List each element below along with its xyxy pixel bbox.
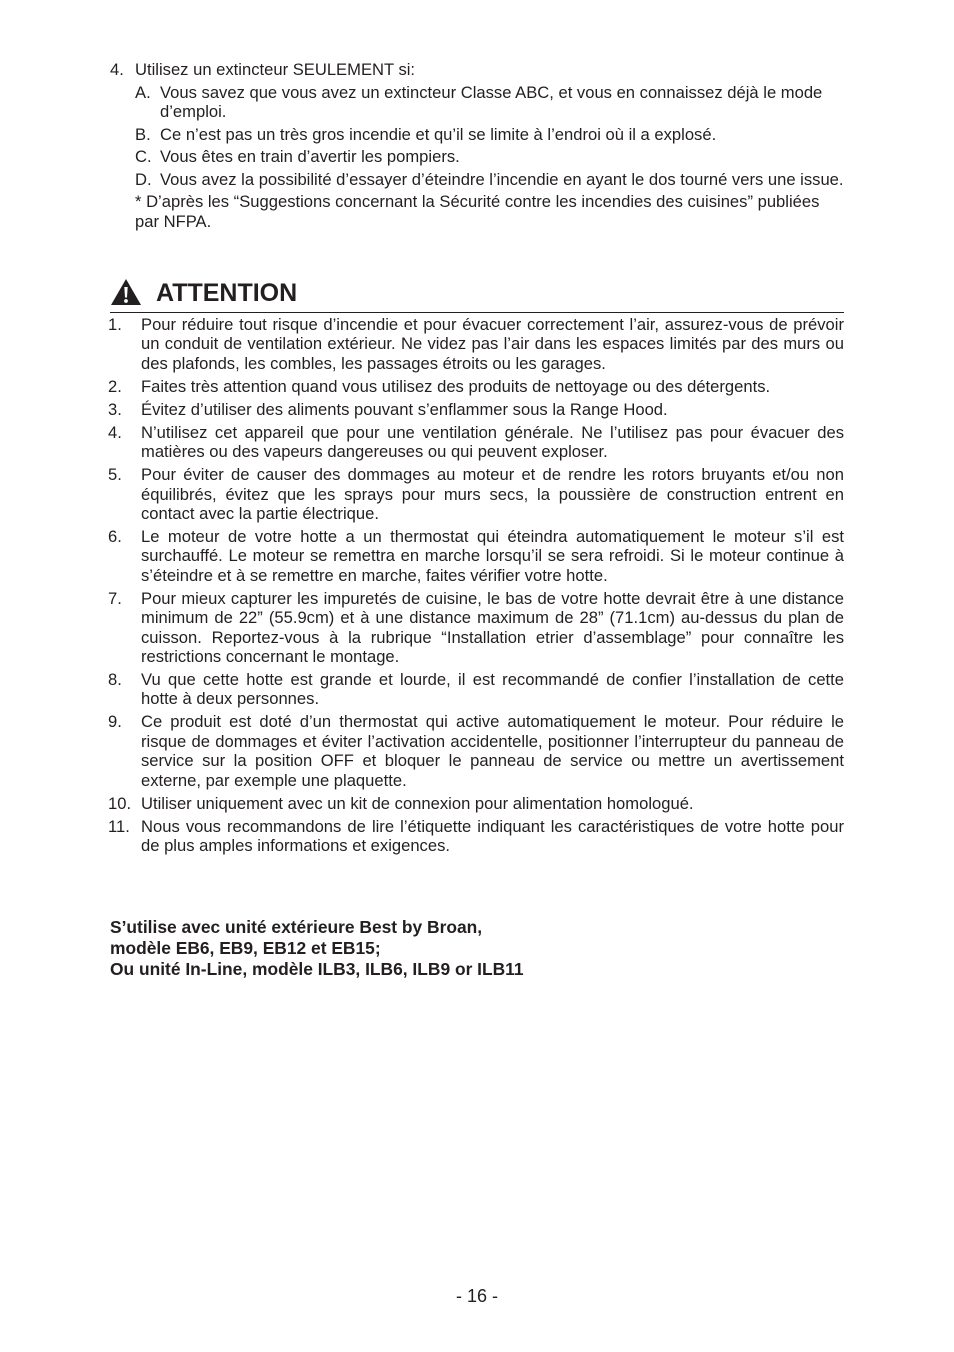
compatibility-note (110, 917, 524, 980)
list-item (135, 125, 845, 145)
warning-triangle-icon (110, 278, 142, 306)
list-item (108, 400, 844, 419)
list-item (108, 377, 844, 396)
sub-letter: D. (135, 169, 152, 189)
list-item (108, 589, 844, 667)
list-item (108, 670, 844, 709)
item-number: 2. (108, 376, 122, 396)
list-item (108, 423, 844, 462)
item-number: 6. (108, 527, 122, 547)
item-number: 10. (108, 793, 132, 813)
sub-text: Vous savez que vous avez un extincteur Classe ABC, et vous en connaissez déjà le mode d’emploi. (160, 82, 823, 121)
list-item (108, 465, 844, 523)
sub-letter: A. (135, 82, 151, 102)
item-text: Pour mieux capturer les impuretés de cuisine, le bas de votre hotte devrait être à une distance minimum de 22” (55.9cm) et à une distance maximum de 28” (71.1cm) au-dessus du plan de cuisson. Reportez-vous à la rubrique “Installation etrier d’assemblage” pour connaître les restrictions concernant le montage. (141, 588, 844, 667)
sub-list (135, 83, 845, 190)
item-text: Ce produit est doté d’un thermostat qui active automatiquement le moteur. Pour réduire le risque de dommages et éviter l’activation accidentelle, positionner l’interrupteur du panneau de service sur la position OFF et bloquer le panneau de service ou mettre un avertissement externe, par exemple une plaquette. (141, 712, 844, 790)
attention-header (110, 278, 844, 313)
item-number: 5. (108, 465, 122, 485)
list-item (108, 817, 844, 856)
sub-letter: B. (135, 124, 151, 144)
compatibility-line: modèle EB6, EB9, EB12 et EB15; (110, 938, 381, 958)
list-item (108, 794, 844, 813)
item-number: 4. (110, 60, 124, 79)
item-text: Faites très attention quand vous utilisez des produits de nettoyage ou des détergents. (141, 376, 771, 396)
item-number: 8. (108, 670, 122, 690)
list-item (108, 712, 844, 790)
item-text: Pour éviter de causer des dommages au moteur et de rendre les rotors bruyants et/ou non équilibrés, évitez que les sprays pour murs secs, la poussière de construction entrent en contact avec la partie électrique. (141, 465, 844, 524)
list-item (135, 83, 845, 122)
item-intro: Utilisez un extincteur SEULEMENT si: (135, 60, 416, 79)
attention-list (108, 315, 844, 859)
item-text: N’utilisez cet appareil que pour une ventilation générale. Ne l’utilisez pas pour évacuer des matières ou des vapeurs dangereuses ou qui peuvent exploser. (141, 422, 844, 462)
list-item (135, 147, 845, 167)
item-text: Utiliser uniquement avec un kit de connexion pour alimentation homologué. (141, 793, 694, 813)
list-item (108, 527, 844, 585)
item-text: Le moteur de votre hotte a un thermostat qui éteindra automatiquement le moteur s’il est surchauffé. Le moteur se remettra en marche lorsqu’il se sera refroidi. Si le moteur continue à s’éteindre et à se remettre en marche, faites vérifier votre hotte. (141, 527, 844, 585)
item-number: 9. (108, 712, 122, 732)
sub-text: Ce n’est pas un très gros incendie et qu’il se limite à l’endroi où il a explosé. (160, 124, 717, 144)
page-number: - 16 - (455, 1286, 498, 1306)
sub-letter: C. (135, 147, 152, 166)
item-text: Pour réduire tout risque d’incendie et pour évacuer correctement l’air, assurez-vous de prévoir un conduit de ventilation extérieur. Ne videz pas l’air dans les espaces limités par des murs ou des plafonds, les combles, les passages étroits ou les garages. (141, 315, 844, 373)
sub-text: Vous avez la possibilité d’essayer d’éteindre l’incendie en ayant le dos tourné vers une issue. (160, 169, 844, 189)
item-text: Nous vous recommandons de lire l’étiquette indiquant les caractéristiques de votre hotte pour de plus amples informations et exigences. (141, 816, 844, 856)
item-text: Évitez d’utiliser des aliments pouvant s’enflammer sous la Range Hood. (141, 399, 668, 419)
item-number: 7. (108, 588, 122, 608)
item-text: Vu que cette hotte est grande et lourde, il est recommandé de confier l’installation de cette hotte à deux personnes. (141, 670, 844, 709)
item-number: 11. (108, 816, 130, 836)
item-number: 4. (108, 422, 122, 442)
nfpa-note: * D’après les “Suggestions concernant la Sécurité contre les incendies des cuisines” publiées par NFPA. (135, 192, 820, 231)
compatibility-line: Ou unité In-Line, modèle ILB3, ILB6, ILB9 or ILB11 (110, 959, 524, 979)
compatibility-line: S’utilise avec unité extérieure Best by Broan, (110, 917, 483, 937)
item-number: 3. (108, 399, 122, 419)
list-item (135, 170, 845, 190)
list-item (108, 315, 844, 373)
attention-title: ATTENTION (156, 279, 298, 307)
sub-text: Vous êtes en train d’avertir les pompiers. (160, 147, 460, 166)
item-number: 1. (108, 315, 122, 334)
extinguisher-instructions (110, 60, 845, 231)
